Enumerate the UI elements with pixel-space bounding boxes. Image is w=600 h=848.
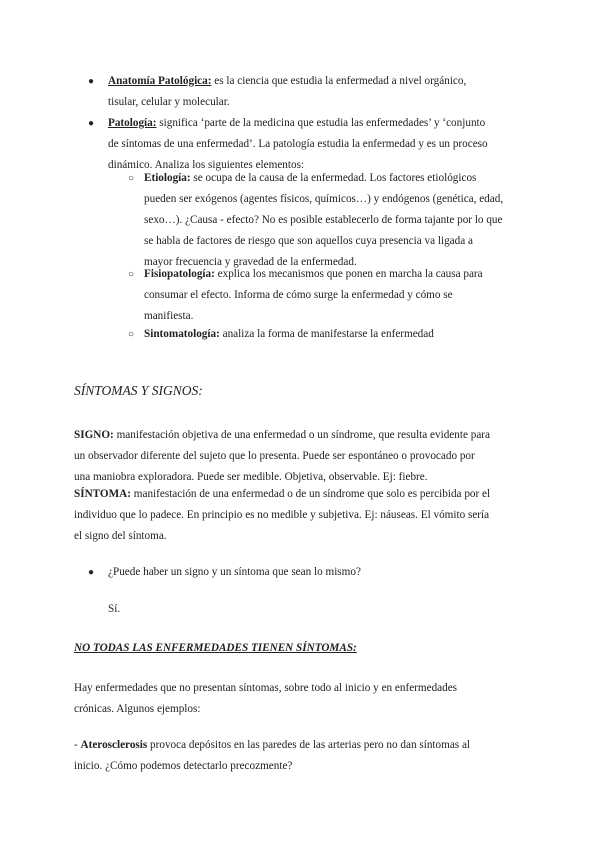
bullet-icon: ○ [128,173,135,184]
paragraph-signo: SIGNO: manifestación objetiva de una enfermedad o un síndrome, que resulta evidente para un observador diferente del sujeto que lo presenta. Puede ser espontáneo o provocado por una maniobra exploradora. Puede ser medible. Objetiva, observable. Ej: fiebre. [74,429,490,483]
paragraph-intro: Hay enfermedades que no presentan síntomas, sobre todo al inicio y en enfermedades crónicas. Algunos ejemplos: [74,682,458,715]
paragraph-aterosclerosis: - Aterosclerosis provoca depósitos en las paredes de las arterias pero no dan síntomas al inicio. ¿Cómo podemos detectarlo precozmente? [74,739,471,772]
bullet-icon: ● [88,76,95,87]
list-item-anatomia: Anatomía Patológica: es la ciencia que estudia la enfermedad a nivel orgánico, tisular, celular y molecular. [108,75,467,108]
bullet-icon: ● [88,118,95,129]
term-sintomatologia: Sintomatología: [144,328,220,340]
bullet-icon: ○ [128,329,135,340]
sublist-item-etiologia: Etiología: se ocupa de la causa de la enfermedad. Los factores etiológicos pueden ser exógenos (agentes físicos, químicos…) y endógenos (genética, edad, sexo…). ¿Causa - efecto? No es posible establecerlo de forma tajante por lo que se habla de factores de riesgo que son aquellos cuya presencia va ligada a mayor frecuencia y gravedad de la enfermedad. [144,172,504,268]
list-item-patologia: Patología: significa ‘parte de la medicina que estudia las enfermedades’ y ‘conjunto de síntomas de una enfermedad’. La patología estudia la enfermedad y es un proceso dinámico. Analiza los siguientes elementos: [108,117,488,171]
paragraph-sintoma: SÍNTOMA: manifestación de una enfermedad o de un síndrome que solo es percibida por el individuo que lo padece. En principio es no medible y subjetiva. Ej: náuseas. El vómito sería el signo del síntoma. [74,488,491,542]
answer-text: Sí. [108,603,121,615]
term-patologia: Patología: [108,117,157,129]
sublist-item-sintomatologia: Sintomatología: analiza la forma de manifestarse la enfermedad [144,328,434,340]
section-heading-sintomas-signos: SÍNTOMAS Y SIGNOS: [74,383,203,398]
term-aterosclerosis: Aterosclerosis [80,739,148,751]
term-etiologia: Etiología: [144,172,191,184]
section-heading-no-todas: NO TODAS LAS ENFERMEDADES TIENEN SÍNTOMAS: [74,642,357,654]
bullet-icon: ○ [128,269,135,280]
question-text: ¿Puede haber un signo y un síntoma que sean lo mismo? [108,566,361,578]
sublist-item-fisiopatologia: Fisiopatología: explica los mecanismos que ponen en marcha la causa para consumar el efecto. Informa de cómo surge la enfermedad y cómo se manifiesta. [144,268,483,322]
term-fisiopatologia: Fisiopatología: [144,268,215,280]
bullet-icon: ● [88,567,95,578]
term-signo: SIGNO: [74,429,114,441]
term-sintoma: SÍNTOMA: [74,488,131,500]
term-anatomia: Anatomía Patológica: [108,75,212,87]
